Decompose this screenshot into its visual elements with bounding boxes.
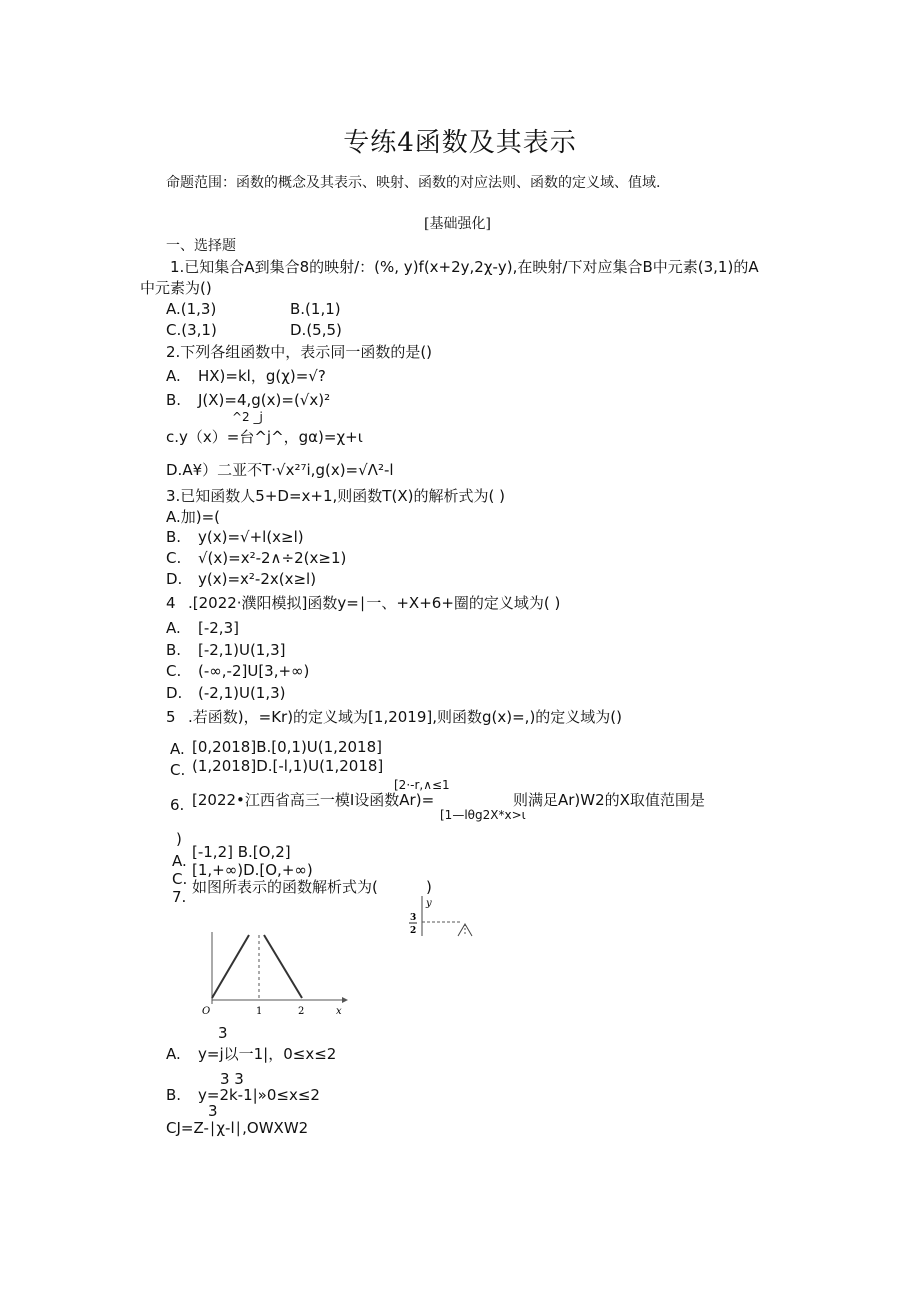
q3-option-c: √(x)=x²-2∧÷2(x≥1) xyxy=(198,549,347,567)
graph-x-label: x xyxy=(336,1006,342,1017)
scope-statement: 命题范围：函数的概念及其表示、映射、函数的对应法则、函数的定义域、值域. xyxy=(166,175,661,191)
q4-option-d-label: D. xyxy=(166,684,183,702)
graph-x-arrow xyxy=(342,997,348,1003)
q6-close-paren: ) xyxy=(176,830,182,848)
q4-option-c-label: C. xyxy=(166,662,182,680)
fragment-y-label: y xyxy=(426,898,432,909)
q6-option-c-label: C. xyxy=(172,870,188,888)
q7-option-c: CJ=Z-∣χ-l∣,OWXW2 xyxy=(166,1119,309,1137)
part-heading: 一、选择题 xyxy=(166,238,236,254)
q4-option-b: [-2,1)U(1,3] xyxy=(198,641,286,659)
q6-stem: [2022•江西省高三一模I设函数Ar)= xyxy=(192,791,435,809)
q7-close-paren: ) xyxy=(426,878,432,896)
q3-option-b-label: B. xyxy=(166,528,182,546)
q2-option-b-sub: ^2 _j xyxy=(232,410,263,424)
q6-option-ab: [-1,2] B.[O,2] xyxy=(192,843,291,861)
q6-option-cd: [1,+∞)D.[O,+∞) xyxy=(192,861,313,879)
q1-option-a: A.(1,3) xyxy=(166,300,217,318)
q5-number: 5 xyxy=(166,708,176,726)
q7-number: 7. xyxy=(172,888,187,906)
q3-option-d-label: D. xyxy=(166,570,183,588)
q6-piece-bottom: [1—lθg2X*x>ι xyxy=(440,808,526,822)
graph-origin-label: O xyxy=(202,1006,211,1017)
q3-option-c-label: C. xyxy=(166,549,182,567)
q1-option-d: D.(5,5) xyxy=(290,321,342,339)
q1-stem-line1: 1.已知集合A到集合8的映射/：(%, y)f(x+2y,2χ-y),在映射/下对应集合B中元素(3,1)的A xyxy=(170,258,759,276)
q3-option-d: y(x)=x²-2x(x≥l) xyxy=(198,570,317,588)
page-title: 专练4函数及其表示 xyxy=(343,128,577,158)
q4-option-c: (-∞,-2]U[3,+∞) xyxy=(198,662,310,680)
q1-stem-line2: 中元素为() xyxy=(140,279,212,297)
q6-stem-tail: 则满足Ar)W2的X取值范围是 xyxy=(513,791,705,809)
q6-number: 6. xyxy=(170,796,185,814)
q6-option-a-label: A. xyxy=(172,852,187,870)
q5-stem: .若函数)，=Kr)的定义域为[1,2019],则函数g(x)=,)的定义域为() xyxy=(188,708,622,726)
q2-option-b: J(X)=4,g(x)=(√x)² xyxy=(198,391,331,409)
q2-option-d: D.A¥）二亚不T·√x²⁷i,g(x)=√Λ²-l xyxy=(166,461,394,479)
graph-fragment-top xyxy=(404,894,484,938)
q1-option-b: B.(1,1) xyxy=(290,300,341,318)
q3-option-b: y(x)=√+l(x≥l) xyxy=(198,528,304,546)
q7-option-a: y=j以一1|，0≤x≤2 xyxy=(198,1045,337,1063)
graph-tick-1: 1 xyxy=(256,1006,263,1017)
q7-option-b-sup: 3 3 xyxy=(220,1070,244,1088)
graph-rising-segment xyxy=(212,935,249,998)
fragment-frac-den: 2 xyxy=(410,926,417,936)
q7-option-a-sup: 3 xyxy=(218,1024,228,1042)
q6-piece-top: [2·-r,∧≤1 xyxy=(394,778,450,792)
function-graph xyxy=(196,932,352,1024)
graph-tick-2: 2 xyxy=(298,1006,305,1017)
q5-option-a-label: A. xyxy=(170,740,185,758)
q4-stem: .[2022·濮阳模拟]函数y=∣一、+X+6+圈的定义域为( ) xyxy=(188,594,561,612)
q2-option-a-label: A. xyxy=(166,367,181,385)
q3-stem: 3.已知函数人5+D=x+1,则函数T(X)的解析式为( ) xyxy=(166,487,505,505)
q7-option-b: y=2k-1|»0≤x≤2 xyxy=(198,1086,320,1104)
q1-option-c: C.(3,1) xyxy=(166,321,217,339)
q5-option-c-label: C. xyxy=(170,761,186,779)
q4-number: 4 xyxy=(166,594,176,612)
q7-stem: 如图所表示的函数解析式为( xyxy=(192,878,378,896)
q4-option-a: [-2,3] xyxy=(198,619,239,637)
q4-option-d: (-2,1)U(1,3) xyxy=(198,684,286,702)
q7-option-a-label: A. xyxy=(166,1045,181,1063)
q3-option-a: A.加)=( xyxy=(166,508,221,526)
q5-option-cd: (1,2018]D.[-l,1)U(1,2018] xyxy=(192,757,384,775)
q2-option-b-label: B. xyxy=(166,391,182,409)
fragment-frac-num: 3 xyxy=(410,913,417,923)
q4-option-a-label: A. xyxy=(166,619,181,637)
graph-falling-segment xyxy=(264,935,302,998)
q2-option-c: c.y（x）=台^j^，gα)=χ+ι xyxy=(166,428,363,446)
q2-stem: 2.下列各组函数中，表示同一函数的是() xyxy=(166,343,433,361)
q2-option-a: HX)=kl，g(χ)=√? xyxy=(198,367,326,385)
q7-option-b-label: B. xyxy=(166,1086,182,1104)
q5-option-ab: [0,2018]B.[0,1)U(1,2018] xyxy=(192,738,382,756)
section-header: [基础强化] xyxy=(424,216,491,232)
q4-option-b-label: B. xyxy=(166,641,182,659)
q7-option-c-sup: 3 xyxy=(208,1102,218,1120)
